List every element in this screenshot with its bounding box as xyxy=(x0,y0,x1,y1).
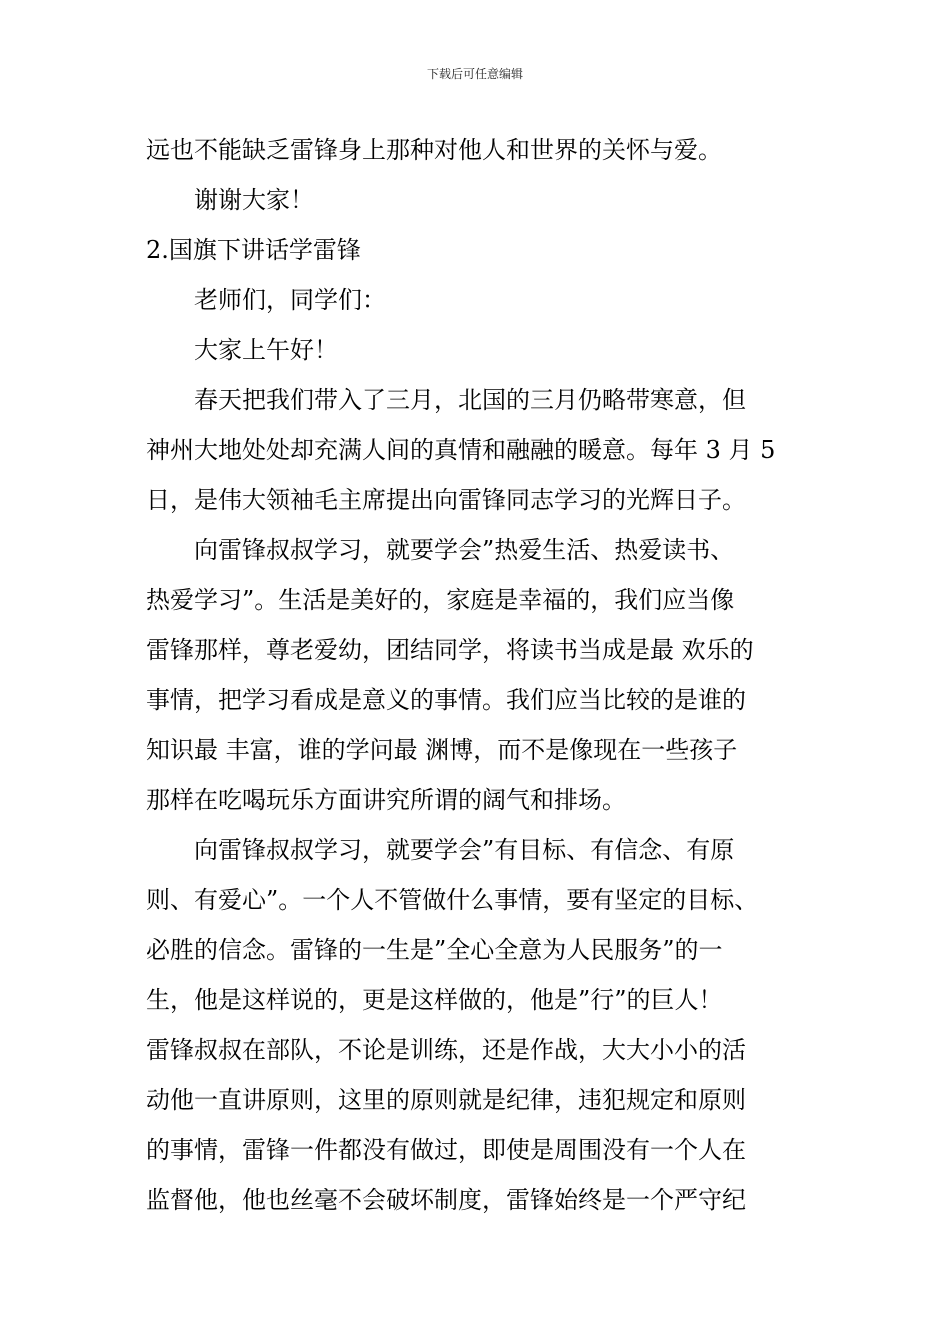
section-heading: 2.国旗下讲话学雷锋 xyxy=(146,236,361,264)
text-line-16: 则、有爱心”。一个人不管做什么事情，要有坚定的目标、 xyxy=(146,886,759,914)
text-line-10: 热爱学习”。生活是美好的，家庭是幸福的，我们应当像 xyxy=(146,586,735,614)
page-header: 下载后可任意编辑 xyxy=(426,67,523,81)
text-line-21: 的事情，雷锋一件都没有做过，即使是周围没有一个人在 xyxy=(146,1136,746,1164)
text-line-17: 必胜的信念。雷锋的一生是”全心全意为人民服务”的一 xyxy=(146,936,723,964)
text-line-15: 向雷锋叔叔学习，就要学会”有目标、有信念、有原 xyxy=(194,836,735,864)
text-line-20: 动他一直讲原则，这里的原则就是纪律，违犯规定和原则 xyxy=(146,1086,746,1114)
text-line-8: 日，是伟大领袖毛主席提出向雷锋同志学习的光辉日子。 xyxy=(146,486,746,514)
text-line-12: 事情，把学习看成是意义的事情。我们应当比较的是谁的 xyxy=(146,686,746,714)
text-line-19: 雷锋叔叔在部队，不论是训练，还是作战，大大小小的活 xyxy=(146,1036,746,1064)
text-line-11: 雷锋那样，尊老爱幼，团结同学，将读书当成是最 欢乐的 xyxy=(146,636,754,664)
text-line-7: 神州大地处处却充满人间的真情和融融的暖意。每年 3 月 5 xyxy=(146,436,776,464)
text-line-1: 远也不能缺乏雷锋身上那种对他人和世界的关怀与爱。 xyxy=(146,136,722,164)
text-line-6: 春天把我们带入了三月，北国的三月仍略带寒意，但 xyxy=(194,386,746,414)
greeting: 大家上午好！ xyxy=(194,336,338,364)
text-line-22: 监督他，他也丝毫不会破坏制度，雷锋始终是一个严守纪 xyxy=(146,1186,746,1214)
text-line-2: 谢谢大家！ xyxy=(194,186,314,214)
text-line-13: 知识最 丰富，谁的学问最 渊博，而不是像现在一些孩子 xyxy=(146,736,738,764)
salutation: 老师们，同学们： xyxy=(194,286,386,314)
text-line-14: 那样在吃喝玩乐方面讲究所谓的阔气和排场。 xyxy=(146,786,626,814)
text-line-9: 向雷锋叔叔学习，就要学会”热爱生活、热爱读书、 xyxy=(194,536,735,564)
text-line-18: 生，他是这样说的，更是这样做的，他是”行”的巨人！ xyxy=(146,986,723,1014)
